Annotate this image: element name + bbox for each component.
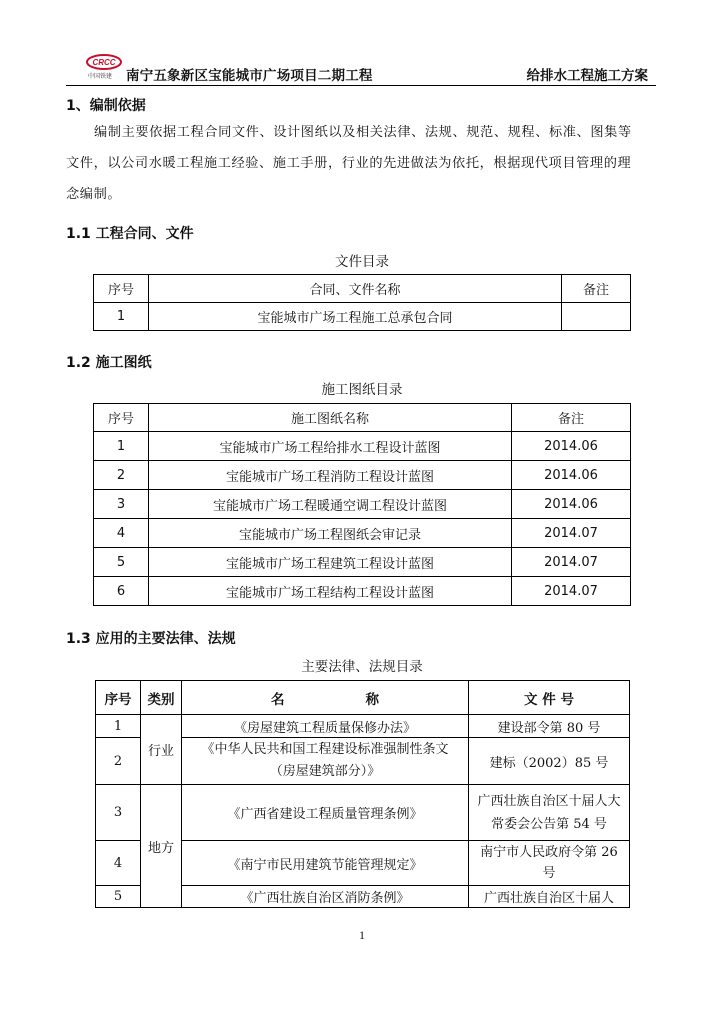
- table-row: [94, 303, 631, 331]
- cell-doc-no: 广西壮族自治区十届人: [469, 886, 630, 908]
- header-cell: 施工图纸名称: [149, 404, 512, 432]
- cell-no: 3: [96, 785, 141, 841]
- page-header: [66, 47, 656, 86]
- section-1-2-title: 1.2 施工图纸: [66, 355, 152, 371]
- section-1-title: 1、编制依据: [66, 98, 146, 114]
- table-row: [96, 785, 630, 841]
- law-list-table: [95, 680, 630, 908]
- cell-date: 2014.07: [512, 577, 631, 606]
- cell-doc-no: 南宁市人民政府令第 26 号: [469, 841, 630, 886]
- cell-no: 6: [94, 577, 149, 606]
- cell-name: 宝能城市广场工程建筑工程设计蓝图: [149, 548, 512, 577]
- paragraph-line-1: 编制主要依据工程合同文件、设计图纸以及相关法律、法规、规范、规程、标准、图集等: [94, 125, 632, 140]
- section-1-3-title: 1.3 应用的主要法律、法规: [66, 631, 236, 647]
- cell-no: 2: [96, 738, 141, 785]
- law-list-caption: 主要法律、法规目录: [301, 659, 423, 675]
- cell-name: 宝能城市广场工程结构工程设计蓝图: [149, 577, 512, 606]
- cell-no: 1: [94, 432, 149, 461]
- file-list-table: [93, 274, 631, 331]
- table-row: [94, 432, 631, 461]
- header-cell: 序号: [94, 404, 149, 432]
- company-name: 中国铁建: [88, 73, 113, 80]
- cell-date: 2014.07: [512, 519, 631, 548]
- cell-doc-no: 建设部令第 80 号: [469, 715, 630, 738]
- header-cell: 序号: [94, 275, 149, 303]
- header-cell: 类别: [141, 681, 182, 715]
- table-row: [94, 577, 631, 606]
- category-cell: 行业: [141, 715, 182, 785]
- cell-date: 2014.06: [512, 432, 631, 461]
- cell-no: 1: [96, 715, 141, 738]
- cell-no: 2: [94, 461, 149, 490]
- cell-name: 宝能城市广场工程图纸会审记录: [149, 519, 512, 548]
- cell-no: 5: [96, 886, 141, 908]
- table-header-row: [94, 404, 631, 432]
- cell-name: 《中华人民共和国工程建设标准强制性条文（房屋建筑部分）》: [182, 738, 469, 785]
- file-list-caption: 文件目录: [335, 254, 389, 270]
- cell-no: 4: [96, 841, 141, 886]
- table-row: [94, 548, 631, 577]
- section-1-paragraph: [66, 117, 658, 210]
- header-cell: 文 件 号: [469, 681, 630, 715]
- header-cell: 序号: [96, 681, 141, 715]
- doc-title: 给排水工程施工方案: [526, 68, 648, 84]
- cell-no: 5: [94, 548, 149, 577]
- cell-no: 3: [94, 490, 149, 519]
- cell-name: 《房屋建筑工程质量保修办法》: [182, 715, 469, 738]
- table-header-row: [94, 275, 631, 303]
- crcc-logo: [76, 53, 132, 81]
- cell-date: 2014.06: [512, 461, 631, 490]
- cell-date: 2014.07: [512, 548, 631, 577]
- table-row: [96, 715, 630, 738]
- page-number: 1: [359, 928, 365, 942]
- header-cell: 名 称: [182, 681, 469, 715]
- section-1-1-title: 1.1 工程合同、文件: [66, 226, 194, 242]
- cell-name: 宝能城市广场工程暖通空调工程设计蓝图: [149, 490, 512, 519]
- category-cell: 地方: [141, 785, 182, 908]
- cell-note: [562, 303, 631, 331]
- table-row: [94, 490, 631, 519]
- table-row: [94, 461, 631, 490]
- logo-text: CRCC: [92, 58, 116, 67]
- cell-doc-no: 建标（2002）85 号: [469, 738, 630, 785]
- paragraph-line-3: 念编制。: [66, 187, 122, 202]
- cell-name: 宝能城市广场工程消防工程设计蓝图: [149, 461, 512, 490]
- header-cell: 备注: [562, 275, 631, 303]
- cell-doc-no: 广西壮族自治区十届人大常委会公告第 54 号: [469, 785, 630, 841]
- cell-no: 4: [94, 519, 149, 548]
- table-row: [94, 519, 631, 548]
- drawing-list-caption: 施工图纸目录: [321, 382, 403, 398]
- cell-name: 《南宁市民用建筑节能管理规定》: [182, 841, 469, 886]
- project-name: 南宁五象新区宝能城市广场项目二期工程: [126, 68, 373, 84]
- cell-name: 宝能城市广场工程施工总承包合同: [149, 303, 562, 331]
- cell-name: 宝能城市广场工程给排水工程设计蓝图: [149, 432, 512, 461]
- header-cell: 备注: [512, 404, 631, 432]
- cell-name: 《广西壮族自治区消防条例》: [182, 886, 469, 908]
- cell-no: 1: [94, 303, 149, 331]
- cell-date: 2014.06: [512, 490, 631, 519]
- paragraph-line-2: 文件，以公司水暖工程施工经验、施工手册，行业的先进做法为依托，根据现代项目管理的理: [66, 156, 632, 171]
- header-cell: 合同、文件名称: [149, 275, 562, 303]
- table-header-row: [96, 681, 630, 715]
- drawing-list-table: [93, 403, 631, 606]
- cell-name: 《广西省建设工程质量管理条例》: [182, 785, 469, 841]
